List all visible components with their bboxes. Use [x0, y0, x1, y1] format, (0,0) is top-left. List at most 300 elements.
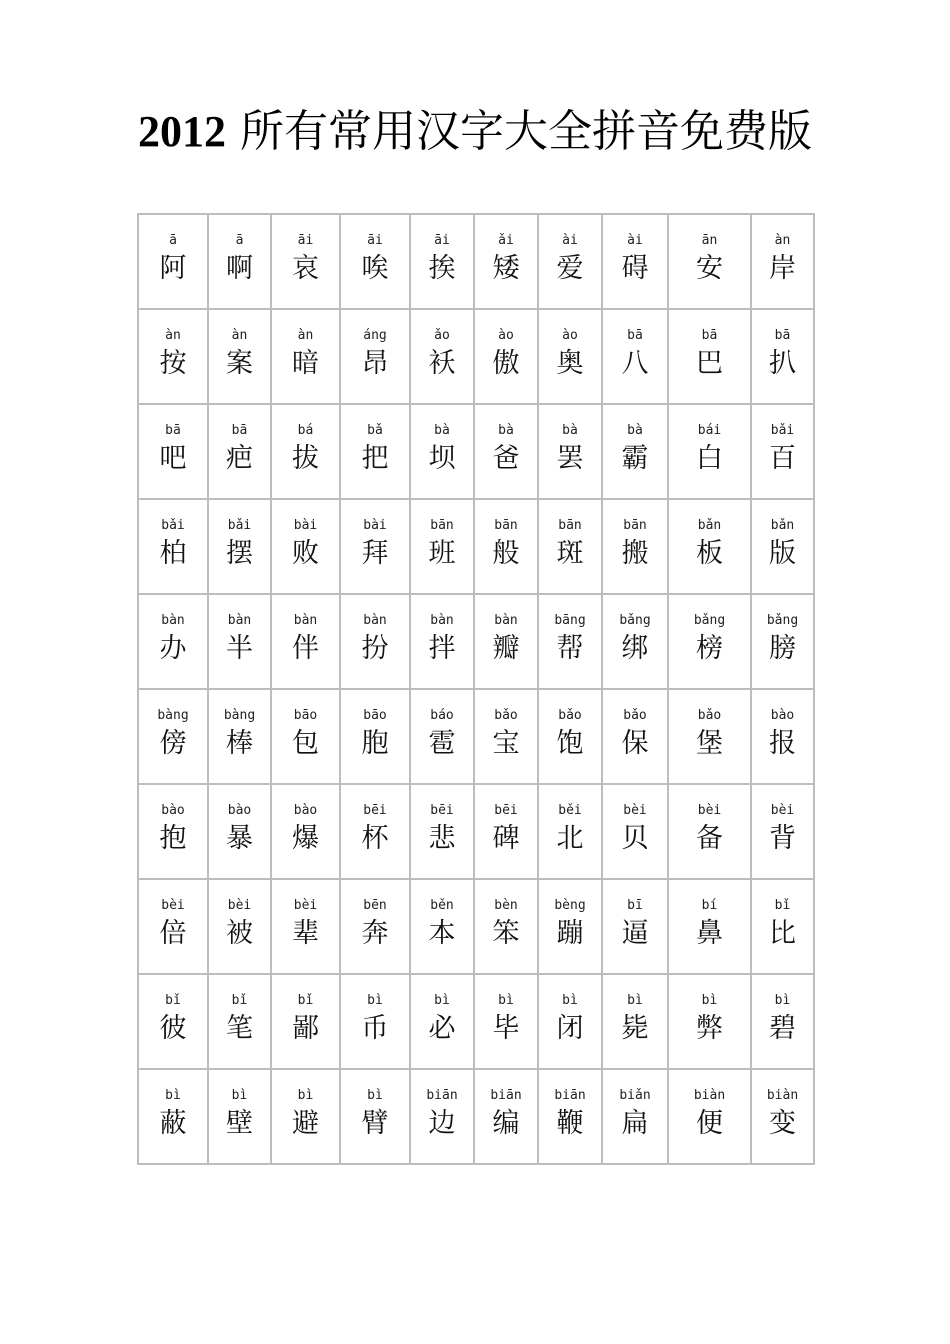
hanzi-character: 百 — [769, 443, 796, 474]
hanzi-character: 胞 — [361, 728, 389, 759]
pinyin-label: ā — [235, 233, 244, 248]
hanzi-character: 蹦 — [556, 918, 584, 949]
pinyin-label: bàn — [430, 613, 454, 628]
pinyin-label: bī — [627, 898, 643, 913]
pinyin-label: bǎng — [619, 613, 651, 628]
character-cell — [751, 974, 814, 1069]
hanzi-character: 疤 — [226, 443, 253, 474]
hanzi-character: 拔 — [292, 443, 319, 474]
pinyin-label: ǎi — [498, 233, 514, 248]
pinyin-label: bì — [165, 1088, 181, 1103]
hanzi-character: 必 — [428, 1013, 456, 1044]
hanzi-character: 奥 — [556, 348, 584, 379]
pinyin-label: bài — [363, 518, 387, 533]
character-cell — [410, 1069, 474, 1164]
character-cell — [668, 1069, 751, 1164]
character-cell — [340, 309, 410, 404]
pinyin-label: bì — [627, 993, 643, 1008]
hanzi-character: 背 — [769, 823, 796, 854]
hanzi-character: 帮 — [556, 633, 584, 664]
character-cell — [474, 594, 538, 689]
character-cell — [410, 404, 474, 499]
pinyin-label: bàn — [227, 613, 252, 628]
hanzi-character: 巴 — [696, 348, 723, 379]
hanzi-character: 笨 — [492, 918, 520, 949]
pinyin-label: bàn — [494, 613, 518, 628]
pinyin-label: bào — [293, 803, 318, 818]
hanzi-character: 棒 — [226, 728, 253, 759]
character-cell — [340, 974, 410, 1069]
hanzi-character: 笔 — [226, 1013, 253, 1044]
character-cell — [138, 214, 208, 309]
pinyin-label: bǎo — [494, 708, 518, 723]
pinyin-label: bào — [227, 803, 252, 818]
pinyin-label: bǎi — [161, 518, 185, 533]
hanzi-character: 杯 — [361, 823, 389, 854]
character-cell — [410, 594, 474, 689]
character-cell — [602, 1069, 668, 1164]
character-cell — [208, 784, 271, 879]
pinyin-label: bǐ — [165, 993, 181, 1008]
pinyin-label: bàn — [161, 613, 185, 628]
table-row — [138, 879, 814, 974]
pinyin-label: bēi — [494, 803, 518, 818]
pinyin-label: bèn — [494, 898, 518, 913]
pinyin-label: ài — [562, 233, 578, 248]
character-cell — [538, 499, 602, 594]
character-cell — [602, 594, 668, 689]
character-cell — [208, 594, 271, 689]
hanzi-character: 本 — [428, 918, 456, 949]
character-cell — [538, 594, 602, 689]
hanzi-character: 逼 — [621, 918, 649, 949]
character-cell — [668, 404, 751, 499]
hanzi-character: 斑 — [556, 538, 584, 569]
hanzi-character: 鞭 — [556, 1108, 584, 1139]
hanzi-character: 辈 — [292, 918, 319, 949]
hanzi-character: 闭 — [556, 1013, 584, 1044]
character-cell — [474, 214, 538, 309]
character-cell — [340, 1069, 410, 1164]
hanzi-character: 唉 — [361, 253, 389, 284]
hanzi-character: 版 — [769, 538, 796, 569]
hanzi-character: 包 — [292, 728, 319, 759]
character-cell — [538, 784, 602, 879]
character-cell — [208, 974, 271, 1069]
hanzi-character: 搬 — [621, 538, 649, 569]
pinyin-label: bèi — [161, 898, 185, 913]
pinyin-label: biān — [490, 1088, 522, 1103]
pinyin-label: báo — [430, 708, 454, 723]
character-cell — [410, 879, 474, 974]
hanzi-character: 岸 — [769, 253, 796, 284]
character-cell — [340, 404, 410, 499]
hanzi-character: 倍 — [159, 918, 187, 949]
character-cell — [271, 974, 340, 1069]
pinyin-label: bèng — [554, 898, 586, 913]
hanzi-character: 壁 — [226, 1108, 253, 1139]
hanzi-character: 碍 — [621, 253, 649, 284]
character-cell — [271, 404, 340, 499]
hanzi-character: 饱 — [556, 728, 584, 759]
pinyin-label: ài — [627, 233, 643, 248]
hanzi-character: 班 — [428, 538, 456, 569]
pinyin-label: bà — [434, 423, 450, 438]
character-cell — [538, 214, 602, 309]
character-cell — [751, 214, 814, 309]
character-cell — [751, 594, 814, 689]
pinyin-label: biǎn — [619, 1088, 651, 1103]
character-cell — [340, 594, 410, 689]
hanzi-character: 安 — [696, 253, 723, 284]
hanzi-character: 保 — [621, 728, 649, 759]
hanzi-character: 碑 — [492, 823, 520, 854]
pinyin-label: áng — [363, 328, 387, 343]
character-cell — [410, 784, 474, 879]
hanzi-character: 板 — [696, 538, 723, 569]
character-cell — [474, 404, 538, 499]
character-cell — [602, 404, 668, 499]
character-cell — [474, 689, 538, 784]
character-cell — [668, 784, 751, 879]
pinyin-label: bān — [430, 518, 454, 533]
pinyin-label: bái — [697, 423, 722, 438]
character-cell — [340, 214, 410, 309]
character-cell — [474, 1069, 538, 1164]
pinyin-label: bāng — [554, 613, 586, 628]
character-cell — [208, 689, 271, 784]
hanzi-character: 办 — [159, 633, 187, 664]
character-cell — [751, 1069, 814, 1164]
hanzi-character: 傍 — [159, 728, 187, 759]
hanzi-character: 绑 — [621, 633, 649, 664]
hanzi-character: 膀 — [769, 633, 796, 664]
character-cell — [602, 499, 668, 594]
character-cell — [208, 214, 271, 309]
character-cell — [340, 784, 410, 879]
character-cell — [751, 309, 814, 404]
pinyin-label: bà — [627, 423, 643, 438]
character-cell — [474, 309, 538, 404]
hanzi-character: 败 — [292, 538, 319, 569]
hanzi-character: 榜 — [696, 633, 723, 664]
pinyin-label: bàng — [157, 708, 189, 723]
pinyin-label: bǎng — [693, 613, 726, 628]
character-cell — [410, 214, 474, 309]
character-cell — [668, 214, 751, 309]
pinyin-label: bēn — [363, 898, 387, 913]
pinyin-label: ā — [169, 233, 177, 248]
pinyin-label: bēi — [430, 803, 454, 818]
pinyin-label: bí — [701, 898, 718, 913]
pinyin-label: bān — [623, 518, 647, 533]
table-row — [138, 594, 814, 689]
character-cell — [668, 499, 751, 594]
character-cell — [138, 689, 208, 784]
character-cell — [602, 214, 668, 309]
character-cell — [751, 499, 814, 594]
pinyin-label: bǎo — [697, 708, 722, 723]
character-cell — [602, 974, 668, 1069]
pinyin-label: bǎi — [227, 518, 252, 533]
pinyin-label: běi — [558, 803, 582, 818]
hanzi-character: 爱 — [556, 253, 584, 284]
character-cell — [538, 974, 602, 1069]
character-cell — [474, 879, 538, 974]
pinyin-label: bā — [774, 328, 791, 343]
pinyin-label: àn — [231, 328, 248, 343]
hanzi-character: 蔽 — [159, 1108, 187, 1139]
pinyin-label: biān — [426, 1088, 458, 1103]
hanzi-character: 雹 — [428, 728, 456, 759]
pinyin-label: bèi — [623, 803, 647, 818]
character-cell — [340, 879, 410, 974]
table-row — [138, 309, 814, 404]
hanzi-character: 便 — [696, 1108, 723, 1139]
pinyin-label: àn — [165, 328, 181, 343]
hanzi-character: 哀 — [292, 253, 319, 284]
character-cell — [668, 974, 751, 1069]
pinyin-label: bì — [367, 993, 383, 1008]
pinyin-label: bì — [434, 993, 450, 1008]
hanzi-character: 抱 — [159, 823, 187, 854]
pinyin-label: biàn — [766, 1088, 799, 1103]
character-cell — [208, 404, 271, 499]
hanzi-character: 鼻 — [696, 918, 723, 949]
pinyin-label: bá — [297, 423, 314, 438]
character-cell — [410, 499, 474, 594]
pinyin-label: bàng — [223, 708, 256, 723]
hanzi-character: 报 — [769, 728, 796, 759]
pinyin-label: ào — [498, 328, 514, 343]
hanzi-character: 摆 — [226, 538, 253, 569]
hanzi-character: 被 — [226, 918, 253, 949]
hanzi-character: 八 — [621, 348, 649, 379]
character-cell — [271, 214, 340, 309]
character-cell — [138, 1069, 208, 1164]
title-text: 所有常用汉字大全拼音免费版 — [240, 106, 812, 157]
pinyin-label: bān — [558, 518, 582, 533]
pinyin-label: bāo — [363, 708, 387, 723]
hanzi-character: 编 — [492, 1108, 520, 1139]
character-cell — [538, 404, 602, 499]
pinyin-label: ǎo — [434, 328, 450, 343]
hanzi-character: 扮 — [361, 633, 389, 664]
pinyin-label: bì — [367, 1088, 383, 1103]
pinyin-label: āi — [434, 233, 450, 248]
hanzi-character: 堡 — [696, 728, 723, 759]
hanzi-character: 阿 — [159, 253, 187, 284]
hanzi-character: 霸 — [621, 443, 649, 474]
hanzi-character: 昂 — [361, 348, 389, 379]
pinyin-label: bǐ — [231, 993, 248, 1008]
pinyin-label: bì — [562, 993, 578, 1008]
character-cell — [208, 499, 271, 594]
character-cell — [138, 499, 208, 594]
hanzi-character: 变 — [769, 1108, 796, 1139]
pinyin-label: biàn — [693, 1088, 726, 1103]
hanzi-character: 毕 — [492, 1013, 520, 1044]
hanzi-character: 罢 — [556, 443, 584, 474]
character-cell — [208, 879, 271, 974]
page-title — [0, 104, 950, 160]
hanzi-character: 暴 — [226, 823, 253, 854]
character-cell — [751, 404, 814, 499]
pinyin-label: bǐ — [774, 898, 791, 913]
character-cell — [538, 1069, 602, 1164]
character-cell — [474, 974, 538, 1069]
hanzi-character: 北 — [556, 823, 584, 854]
pinyin-character-table — [137, 213, 815, 1165]
character-cell — [602, 784, 668, 879]
character-cell — [668, 309, 751, 404]
hanzi-character: 彼 — [159, 1013, 187, 1044]
pinyin-label: bǎ — [367, 423, 383, 438]
hanzi-character: 瓣 — [492, 633, 520, 664]
character-cell — [271, 689, 340, 784]
pinyin-label: bì — [701, 993, 718, 1008]
character-cell — [538, 309, 602, 404]
character-cell — [340, 689, 410, 784]
hanzi-character: 柏 — [159, 538, 187, 569]
hanzi-character: 半 — [226, 633, 253, 664]
character-cell — [271, 784, 340, 879]
table-row — [138, 784, 814, 879]
character-cell — [271, 499, 340, 594]
pinyin-label: bào — [161, 803, 185, 818]
hanzi-character: 碧 — [769, 1013, 796, 1044]
pinyin-label: bǎi — [770, 423, 795, 438]
hanzi-character: 避 — [292, 1108, 319, 1139]
hanzi-character: 宝 — [492, 728, 520, 759]
hanzi-character: 悲 — [428, 823, 456, 854]
character-cell — [668, 689, 751, 784]
hanzi-character: 暗 — [292, 348, 319, 379]
pinyin-label: bèi — [770, 803, 795, 818]
character-cell — [410, 309, 474, 404]
pinyin-label: biān — [554, 1088, 586, 1103]
pinyin-label: bà — [498, 423, 514, 438]
hanzi-character: 爆 — [292, 823, 319, 854]
character-cell — [751, 689, 814, 784]
hanzi-character: 弊 — [696, 1013, 723, 1044]
character-cell — [410, 689, 474, 784]
pinyin-label: bā — [165, 423, 181, 438]
character-cell — [271, 1069, 340, 1164]
hanzi-character: 毙 — [621, 1013, 649, 1044]
pinyin-label: ào — [562, 328, 578, 343]
pinyin-label: àn — [774, 233, 791, 248]
hanzi-character: 把 — [361, 443, 389, 474]
hanzi-character: 般 — [492, 538, 520, 569]
hanzi-character: 边 — [428, 1108, 456, 1139]
character-cell — [538, 689, 602, 784]
character-cell — [271, 594, 340, 689]
character-cell — [340, 499, 410, 594]
hanzi-character: 伴 — [292, 633, 319, 664]
character-cell — [602, 309, 668, 404]
character-cell — [668, 879, 751, 974]
hanzi-character: 币 — [361, 1013, 389, 1044]
hanzi-character: 傲 — [492, 348, 520, 379]
pinyin-label: bèi — [227, 898, 252, 913]
pinyin-label: bǐ — [297, 993, 314, 1008]
pinyin-label: bài — [293, 518, 318, 533]
pinyin-label: bēi — [363, 803, 387, 818]
pinyin-label: bā — [231, 423, 248, 438]
pinyin-label: bǎo — [558, 708, 582, 723]
hanzi-character: 案 — [226, 348, 253, 379]
hanzi-character: 爸 — [492, 443, 520, 474]
pinyin-label: bì — [498, 993, 514, 1008]
character-cell — [271, 309, 340, 404]
pinyin-label: bèi — [293, 898, 318, 913]
character-cell — [474, 499, 538, 594]
pinyin-label: bà — [562, 423, 578, 438]
pinyin-label: bàn — [293, 613, 318, 628]
pinyin-label: bào — [770, 708, 795, 723]
hanzi-character: 奔 — [361, 918, 389, 949]
hanzi-character: 按 — [159, 348, 187, 379]
character-cell — [208, 309, 271, 404]
hanzi-character: 白 — [696, 443, 723, 474]
pinyin-label: běn — [430, 898, 454, 913]
pinyin-label: ān — [701, 233, 718, 248]
hanzi-character: 鄙 — [292, 1013, 319, 1044]
character-cell — [668, 594, 751, 689]
hanzi-character: 啊 — [226, 253, 253, 284]
pinyin-label: bāo — [293, 708, 318, 723]
pinyin-label: bā — [627, 328, 643, 343]
hanzi-character: 拌 — [428, 633, 456, 664]
pinyin-label: āi — [367, 233, 383, 248]
table-row — [138, 689, 814, 784]
table-row — [138, 499, 814, 594]
hanzi-character: 吧 — [159, 443, 187, 474]
character-cell — [538, 879, 602, 974]
character-cell — [138, 879, 208, 974]
table-row — [138, 974, 814, 1069]
hanzi-character: 矮 — [492, 253, 520, 284]
hanzi-character: 拜 — [361, 538, 389, 569]
hanzi-character: 挨 — [428, 253, 456, 284]
character-cell — [751, 879, 814, 974]
hanzi-character: 扒 — [769, 348, 796, 379]
pinyin-label: bèi — [697, 803, 722, 818]
character-cell — [602, 689, 668, 784]
pinyin-label: bǎo — [623, 708, 647, 723]
character-cell — [751, 784, 814, 879]
pinyin-label: bì — [297, 1088, 314, 1103]
pinyin-label: bàn — [363, 613, 387, 628]
table-row — [138, 214, 814, 309]
pinyin-label: bǎng — [766, 613, 799, 628]
character-cell — [208, 1069, 271, 1164]
character-cell — [138, 404, 208, 499]
pinyin-label: bì — [231, 1088, 248, 1103]
pinyin-label: bǎn — [770, 518, 795, 533]
character-cell — [138, 309, 208, 404]
hanzi-character: 贝 — [621, 823, 649, 854]
character-cell — [138, 784, 208, 879]
table-row — [138, 404, 814, 499]
character-cell — [602, 879, 668, 974]
character-cell — [474, 784, 538, 879]
hanzi-character: 比 — [769, 918, 796, 949]
pinyin-label: bì — [774, 993, 791, 1008]
pinyin-label: bǎn — [697, 518, 722, 533]
character-cell — [271, 879, 340, 974]
